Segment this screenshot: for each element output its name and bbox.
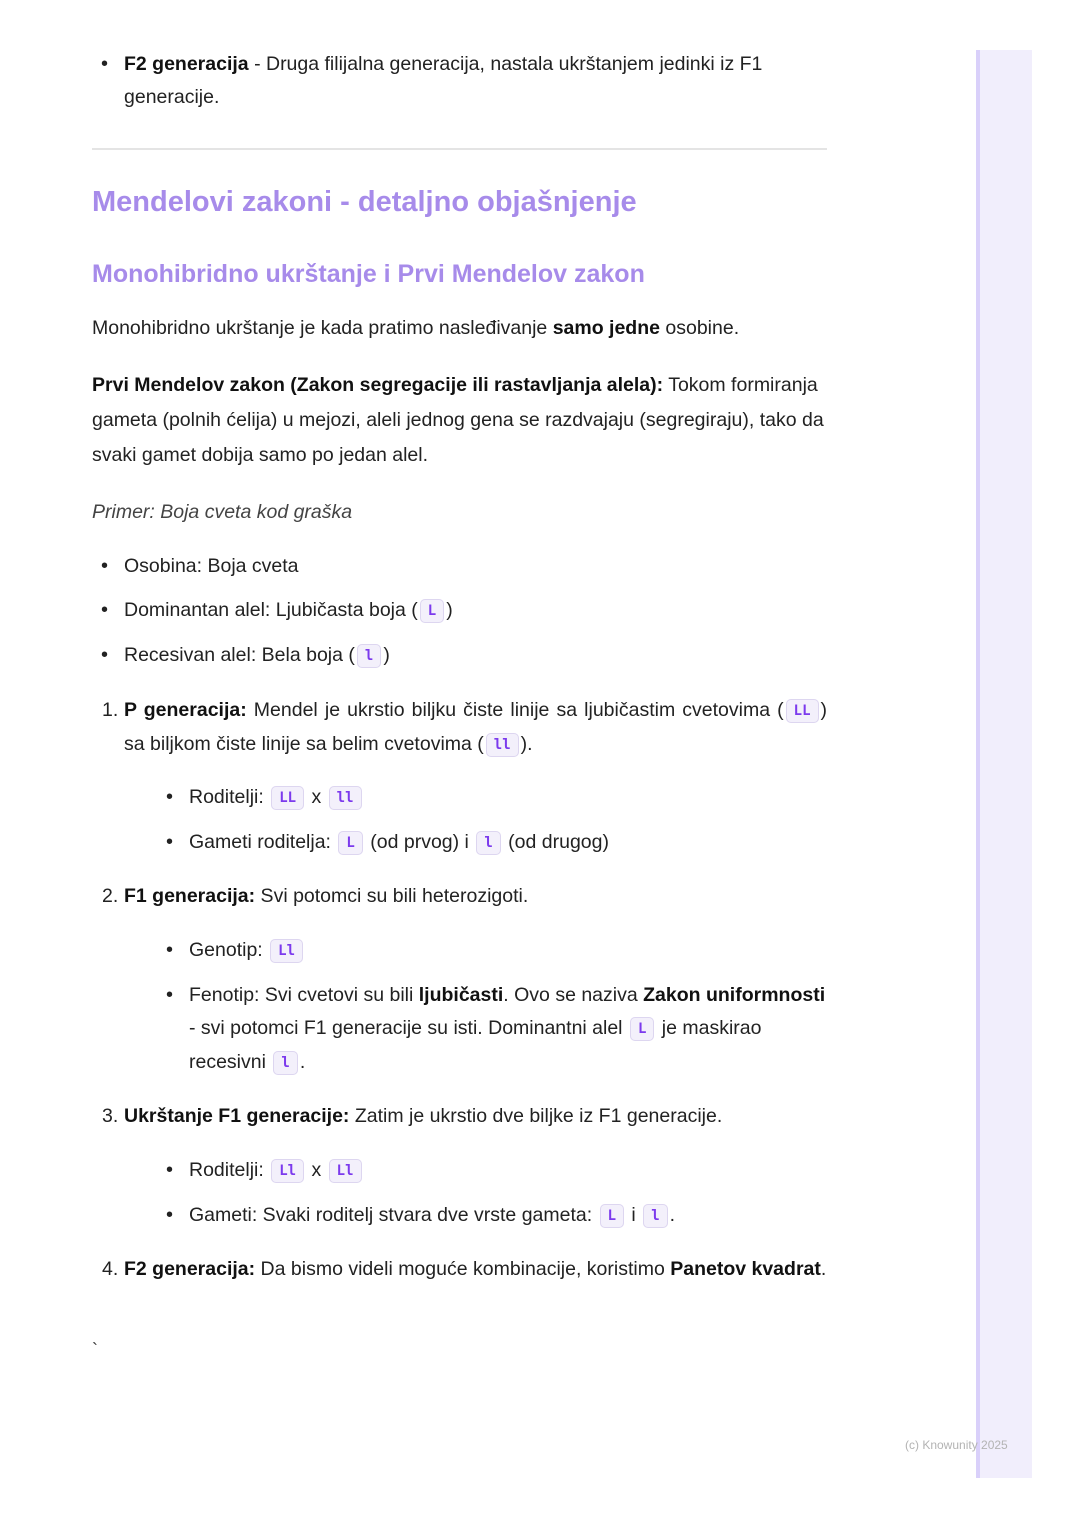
allele-code: l [357,644,381,668]
subsection-heading: Monohibridno ukrštanje i Prvi Mendelov zakon [92,260,645,288]
document-body [92,48,827,1286]
list-item: • Roditelji: LL x ll [157,781,827,815]
allele-code: L [420,599,444,623]
genotype-code: LL [786,699,819,723]
genotype-code: LL [271,786,304,810]
allele-code: l [273,1051,297,1075]
section-heading: Mendelovi zakoni - detaljno objašnjenje [92,186,637,218]
step-item: 4. F2 generacija: Da bismo videli moguće kombinacije, koristimo Panetov kvadrat. [102,1258,827,1280]
step-item: 1. P generacija: Mendel je ukrstio biljku čiste linije sa ljubičastim cvetovima ( LL ) sa biljkom čiste linije sa belim cvetovima ( ll ). • Roditelji: LL x ll • Gameti roditelja: L (od prvog) i l (od drugog) [92,694,827,860]
genotype-code: Ll [270,939,303,963]
term-text: - Druga filijalna generacija, nastala ukrštanjem jedinki iz F1 generacije. [124,53,763,108]
allele-code: L [600,1204,624,1228]
term-bold: F2 generacija [124,53,249,75]
stray-mark: ` [92,1340,98,1360]
genotype-code: ll [486,733,519,757]
watermark: (c) Knowunity 2025 [905,1438,1008,1452]
list-item: • Gameti: Svaki roditelj stvara dve vrste gameta: L i l . [157,1199,827,1233]
intro-list [92,48,827,114]
right-sidebar-strip [976,50,1032,1478]
paragraph-law: Prvi Mendelov zakon (Zakon segregacije ili rastavljanja alela): Tokom formiranja gameta (polnih ćelija) u mejozi, aleli jednog gena se razdvajaju (segregiraju), tako da svaki gamet dobija samo po jedan alel. [92,374,824,466]
sub-list [157,781,827,860]
step-item: 3. Ukrštanje F1 generacije: Zatim je ukrstio dve biljke iz F1 generacije. • Roditelji: Ll x Ll • Gameti: Svaki roditelj stvara dve vrste gameta: L i l . [92,1100,827,1233]
list-item: • Dominantan alel: Ljubičasta boja ( L ) [92,594,827,628]
allele-code: L [630,1017,654,1041]
sub-list [157,1154,827,1233]
example-title: Primer: Boja cveta kod graška [92,501,353,523]
allele-code: l [476,831,500,855]
list-item: • Roditelji: Ll x Ll [157,1154,827,1188]
paragraph-intro: Monohibridno ukrštanje je kada pratimo nasleđivanje samo jedne osobine. [92,317,740,339]
list-item: • Recesivan alel: Bela boja ( l ) [92,639,827,673]
list-item: • Osobina: Boja cveta [92,550,827,583]
section-divider [92,148,827,150]
allele-code: l [643,1204,667,1228]
steps-list [92,694,827,1286]
genotype-code: ll [329,786,362,810]
list-item: • Genotip: Ll [157,934,827,968]
step-item: 2. F1 generacija: Svi potomci su bili heterozigoti. • Genotip: Ll • Fenotip: Svi cvetovi su bili ljubičasti. Ovo se naziva Zakon uniformnosti - svi potomci F1 generacije su isti. Dominantni alel L je maskirao recesivni l . [92,880,827,1080]
allele-code: L [338,831,362,855]
list-item: • Fenotip: Svi cvetovi su bili ljubičasti. Ovo se naziva Zakon uniformnosti - svi potomci F1 generacije su isti. Dominantni alel L je maskirao recesivni l . [157,979,827,1080]
list-item: • Gameti roditelja: L (od prvog) i l (od drugog) [157,826,827,860]
genotype-code: Ll [271,1159,304,1183]
genotype-code: Ll [329,1159,362,1183]
example-list [92,550,827,673]
list-item [92,48,827,114]
sub-list [157,934,827,1080]
